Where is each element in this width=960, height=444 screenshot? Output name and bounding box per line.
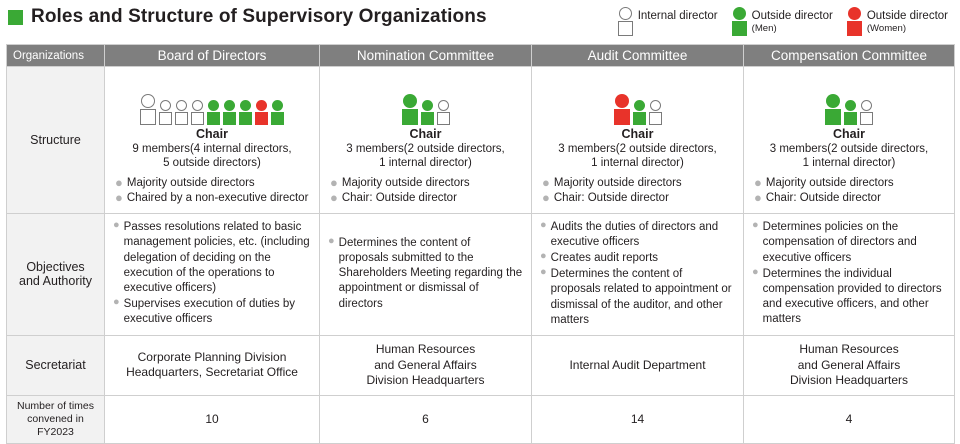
- note-text: Chair: Outside director: [553, 192, 669, 205]
- organizations-table: [6, 44, 955, 444]
- director-icon-group: [328, 73, 523, 125]
- outside-director-women-icon: [847, 7, 862, 36]
- internal-director-icon: [649, 100, 662, 125]
- note-text: Chair: Outside director: [765, 192, 881, 205]
- director-icon-slot: [271, 100, 284, 125]
- bullet-dot-icon: ●: [540, 250, 547, 263]
- objective-text: Audits the duties of directors and executive officers: [550, 220, 719, 248]
- objective-text: Passes resolutions related to basic management policies, etc. (including delegation of deciding on the execution of the operations to executive officers): [123, 221, 310, 294]
- structure-notes: [540, 176, 735, 207]
- bullet-dot-icon: ●: [540, 266, 547, 279]
- note-item: [115, 191, 311, 207]
- meetings-count-cell: 4: [744, 395, 955, 443]
- objectives-cell: [744, 213, 955, 335]
- table-row: [7, 213, 955, 335]
- objective-item: [113, 297, 311, 327]
- title-bullet-icon: [8, 10, 23, 25]
- structure-cell: [532, 67, 744, 214]
- header: [0, 0, 960, 44]
- table-row: [7, 335, 955, 395]
- director-icon-slot: [825, 94, 841, 125]
- chair-label: Chair: [196, 127, 228, 141]
- internal-director-icon: [437, 100, 450, 125]
- bullet-dot-icon: ●: [328, 234, 335, 247]
- bullet-dot-icon: ●: [752, 219, 759, 232]
- meetings-count-cell: 14: [532, 395, 744, 443]
- bullet-dot-icon: ●: [542, 174, 550, 190]
- objectives-cell: [320, 213, 532, 335]
- director-icon-slot: [239, 100, 252, 125]
- table-row: [7, 395, 955, 443]
- objective-text: Supervises execution of duties by executive officers: [123, 298, 295, 326]
- column-header-1: Board of Directors: [105, 45, 320, 67]
- director-icon-slot: [223, 100, 236, 125]
- objective-text: Determines the content of proposals related to appointment or dismissal of the auditor, and other matters: [550, 268, 732, 326]
- outside-director-men-icon: [207, 100, 220, 125]
- page-title: Roles and Structure of Supervisory Organizations: [31, 6, 487, 27]
- outside-director-men-icon: [732, 7, 747, 36]
- director-icon-slot: [614, 94, 630, 125]
- structure-notes: [328, 176, 523, 207]
- director-icon-slot: [421, 100, 434, 125]
- structure-cell: [744, 67, 955, 214]
- structure-notes: [752, 176, 946, 207]
- outside-director-women-icon: [614, 94, 630, 125]
- bullet-dot-icon: ●: [113, 296, 120, 309]
- structure-cell: [320, 67, 532, 214]
- internal-director-icon: [175, 100, 188, 125]
- note-item: [330, 191, 523, 207]
- row-header: Secretariat: [7, 335, 105, 395]
- legend-label: Internal director: [637, 10, 718, 22]
- director-icon-slot: [649, 100, 662, 125]
- objectives-cell: [105, 213, 320, 335]
- note-item: [542, 191, 735, 207]
- member-composition: 3 members(2 outside directors, 1 internal director): [558, 143, 717, 170]
- outside-director-men-icon: [239, 100, 252, 125]
- objective-item: [752, 220, 946, 266]
- internal-director-icon: [860, 100, 873, 125]
- chair-label: Chair: [621, 127, 654, 141]
- note-item: [754, 191, 946, 207]
- director-icon-group: [113, 73, 311, 125]
- internal-director-icon: [140, 94, 156, 125]
- bullet-dot-icon: ●: [754, 190, 762, 206]
- bullet-dot-icon: ●: [540, 218, 547, 231]
- meetings-count-cell: 6: [320, 395, 532, 443]
- secretariat-cell: Human Resources and General Affairs Division Headquarters: [320, 335, 532, 395]
- structure-notes: [113, 176, 311, 207]
- director-icon-slot: [437, 100, 450, 125]
- legend: [618, 6, 952, 36]
- outside-director-men-icon: [421, 100, 434, 125]
- objective-item: [540, 267, 735, 328]
- bullet-dot-icon: ●: [330, 174, 338, 190]
- meetings-count-cell: 10: [105, 395, 320, 443]
- legend-item-internal-director: [618, 7, 718, 36]
- column-header-4: Compensation Committee: [744, 45, 955, 67]
- director-icon-slot: [255, 100, 268, 125]
- director-icon-group: [540, 73, 735, 125]
- row-header: Structure: [7, 67, 105, 214]
- member-composition: 3 members(2 outside directors, 1 internal director): [346, 143, 505, 170]
- outside-director-men-icon: [271, 100, 284, 125]
- legend-item-outside-director-men: [732, 7, 833, 36]
- member-composition: 9 members(4 internal directors, 5 outside directors): [132, 143, 292, 170]
- outside-director-men-icon: [825, 94, 841, 125]
- objective-text: Creates audit reports: [550, 252, 659, 265]
- outside-director-women-icon: [255, 100, 268, 125]
- objective-item: [752, 267, 946, 328]
- bullet-dot-icon: ●: [754, 174, 762, 190]
- note-item: [330, 176, 523, 192]
- director-icon-slot: [191, 100, 204, 125]
- member-composition: 3 members(2 outside directors, 1 internal director): [769, 143, 929, 170]
- director-icon-slot: [633, 100, 646, 125]
- note-text: Chaired by a non-executive director: [126, 192, 309, 205]
- legend-label: Outside director (Women): [866, 10, 948, 35]
- internal-director-icon: [159, 100, 172, 125]
- note-text: Majority outside directors: [765, 176, 894, 189]
- column-header-2: Nomination Committee: [320, 45, 532, 67]
- outside-director-men-icon: [844, 100, 857, 125]
- note-text: Majority outside directors: [341, 176, 470, 189]
- note-item: [754, 176, 946, 192]
- legend-label: Outside director (Men): [751, 10, 833, 35]
- title-group: [8, 6, 487, 28]
- bullet-dot-icon: ●: [752, 265, 759, 278]
- objective-item: [540, 220, 735, 250]
- director-icon-slot: [140, 94, 156, 125]
- director-icon-slot: [175, 100, 188, 125]
- bullet-dot-icon: ●: [113, 219, 120, 232]
- objective-item: [540, 251, 735, 266]
- secretariat-cell: Corporate Planning Division Headquarters, Secretariat Office: [105, 335, 320, 395]
- objective-text: Determines the content of proposals submitted to the Shareholders Meeting regarding the appointment or dismissal of directors: [338, 236, 523, 310]
- legend-item-outside-director-women: [847, 7, 948, 36]
- table-row: [7, 67, 955, 214]
- secretariat-cell: Human Resources and General Affairs Division Headquarters: [744, 335, 955, 395]
- director-icon-slot: [860, 100, 873, 125]
- objective-text: Determines the individual compensation provided to directors and executive officers, and other matters: [762, 267, 942, 326]
- outside-director-men-icon: [402, 94, 418, 125]
- director-icon-slot: [402, 94, 418, 125]
- row-header: Number of times convened in FY2023: [7, 395, 105, 443]
- bullet-dot-icon: ●: [330, 190, 338, 206]
- table-header-row: [7, 45, 955, 67]
- internal-director-icon: [618, 7, 633, 36]
- bullet-dot-icon: ●: [542, 190, 550, 206]
- outside-director-men-icon: [223, 100, 236, 125]
- row-header: Objectives and Authority: [7, 213, 105, 335]
- director-icon-group: [752, 73, 946, 125]
- note-text: Majority outside directors: [126, 176, 255, 189]
- secretariat-cell: Internal Audit Department: [532, 335, 744, 395]
- objectives-cell: [532, 213, 744, 335]
- note-item: [542, 176, 735, 192]
- note-text: Majority outside directors: [553, 176, 682, 189]
- director-icon-slot: [207, 100, 220, 125]
- structure-cell: [105, 67, 320, 214]
- note-text: Chair: Outside director: [341, 192, 457, 205]
- objective-item: [328, 236, 523, 312]
- outside-director-men-icon: [633, 100, 646, 125]
- internal-director-icon: [191, 100, 204, 125]
- objective-item: [113, 220, 311, 296]
- director-icon-slot: [159, 100, 172, 125]
- column-header-organizations: Organizations: [7, 45, 105, 67]
- objective-text: Determines policies on the compensation of directors and executive officers: [762, 221, 917, 264]
- bullet-dot-icon: ●: [115, 190, 123, 206]
- bullet-dot-icon: ●: [115, 174, 123, 190]
- chair-label: Chair: [409, 127, 442, 141]
- note-item: [115, 176, 311, 192]
- chair-label: Chair: [833, 127, 865, 141]
- column-header-3: Audit Committee: [532, 45, 744, 67]
- director-icon-slot: [844, 100, 857, 125]
